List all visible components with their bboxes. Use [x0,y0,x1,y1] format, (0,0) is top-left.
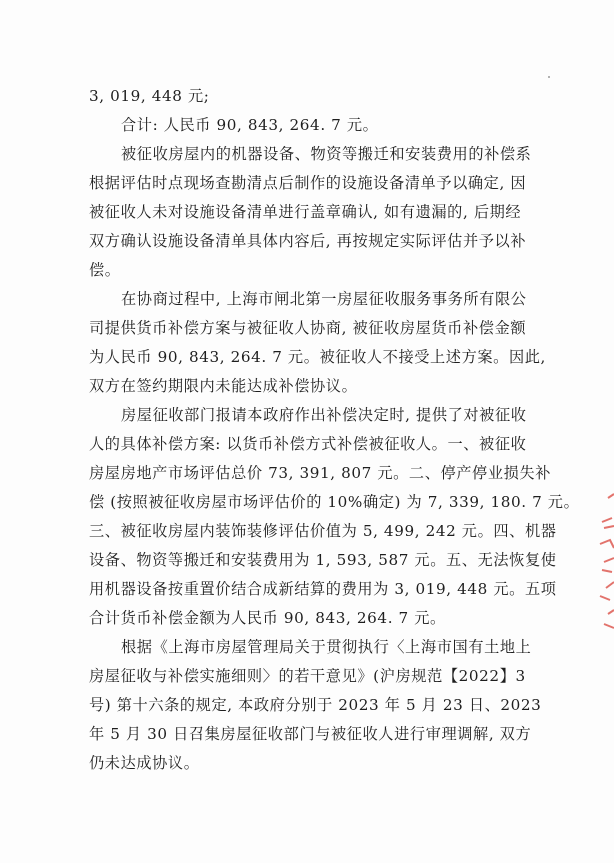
text-line: 偿。 [89,261,121,279]
text-line: 年 5 月 30 日召集房屋征收部门与被征收人进行审理调解, 双方 [89,725,532,743]
text-line: 在协商过程中, 上海市闸北第一房屋征收服务事务所有限公 [121,290,527,308]
text-line: 司提供货币补偿方案与被征收人协商, 被征收房屋货币补偿金额 [89,319,527,337]
text-line: 根据《上海市房屋管理局关于贯彻执行〈上海市国有土地上 [121,638,532,656]
text-line: 人的具体补偿方案: 以货币补偿方式补偿被征收人。一、被征收 [89,435,527,453]
scan-speck [548,76,550,78]
text-line: 房屋征收部门报请本政府作出补偿决定时, 提供了对被征收 [121,406,527,424]
text-line: 房屋征收与补偿实施细则〉的若干意见》(沪房规范【2022】3 [89,667,526,685]
text-line: 被征收房屋内的机器设备、物资等搬迁和安装费用的补偿系 [121,145,532,163]
text-line: 用机器设备按重置价结合成新结算的费用为 3, 019, 448 元。五项 [89,580,557,598]
text-line: 房屋房地产市场评估总价 73, 391, 807 元。二、停产停业损失补 [89,464,551,482]
text-line: 为人民币 90, 843, 264. 7 元。被征收人不接受上述方案。因此, [89,348,546,366]
text-line: 双方确认设施设备清单具体内容后, 再按规定实际评估并予以补 [89,232,527,250]
text-line: 3, 019, 448 元; [89,87,210,105]
text-line: 双方在签约期限内未能达成补偿协议。 [89,377,358,395]
text-line: 号) 第十六条的规定, 本政府分别于 2023 年 5 月 23 日、2023 [89,696,542,714]
text-line: 被征收人未对设施设备清单进行盖章确认, 如有遗漏的, 后期经 [89,203,522,221]
text-line: 仍未达成协议。 [89,754,200,772]
text-line: 设备、物资等搬迁和安装费用为 1, 593, 587 元。五、无法恢复使 [89,551,557,569]
text-line: 合计货币补偿金额为人民币 90, 843, 264. 7 元。 [89,609,446,627]
seal-stamp-edge [594,492,614,632]
text-line: 三、被征收房屋内装饰装修评估价值为 5, 499, 242 元。四、机器 [89,522,557,540]
text-line: 偿 (按照被征收房屋市场评估价的 10%确定) 为 7, 339, 180. 7 元。 [89,493,580,511]
text-line: 合计: 人民币 90, 843, 264. 7 元。 [121,116,379,134]
text-line: 根据评估时点现场查勘清点后制作的设施设备清单予以确定, 因 [89,174,527,192]
